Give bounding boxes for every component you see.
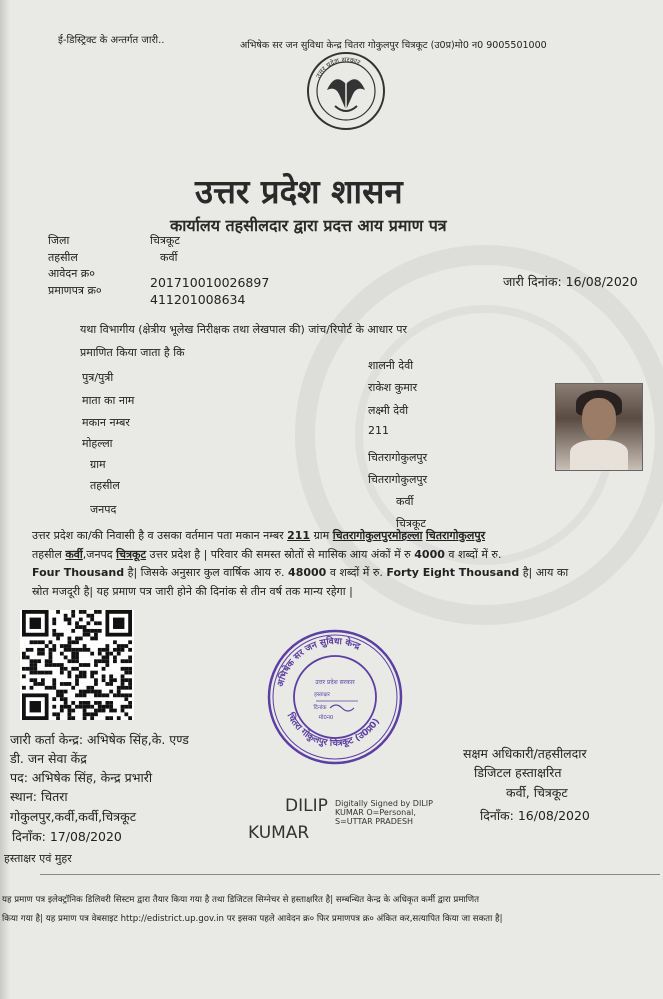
authority-line-1: सक्षम अधिकारी/तहसीलदार <box>463 746 587 761</box>
csc-line-2: डी. जन सेवा केंद्र <box>10 751 87 766</box>
csc-line-3: पद: अभिषेक सिंह, केन्द्र प्रभारी <box>10 770 153 785</box>
digital-signature-name-1: DILIP <box>285 796 328 816</box>
body-line-2: तहसील कर्वी,जनपद चित्रकूट उत्तर प्रदेश है | परिवार की समस्त स्रोतों से मासिक आय अंकों में रु 4000 व शब्दों में रु. <box>32 548 502 561</box>
body-line-3: Four Thousand है| जिसके अनुसार कुल वार्षिक आय रु. 48000 व शब्दों में रु. Forty Eight Thousand है| आय का <box>32 566 569 579</box>
field-house-label: मकान नम्बर <box>82 416 130 429</box>
field-tehsil-value: चितरागोकुलपुर <box>368 473 428 486</box>
field-mother-label: माता का नाम <box>82 394 135 407</box>
certificate-label: प्रमाणपत्र क्र० <box>48 284 102 297</box>
district-value: चित्रकूट <box>150 234 180 247</box>
field-parent-value: राकेश कुमार <box>368 381 418 394</box>
page-title: उत्तर प्रदेश शासन <box>195 172 403 211</box>
tehsil-label: तहसील <box>48 251 78 264</box>
csc-line-4: स्थान: चितरा <box>10 789 68 804</box>
qr-code[interactable] <box>20 610 134 720</box>
digital-signature-details: Digitally Signed by DILIP KUMAR O=Personal, S=UTTAR PRADESH <box>335 799 433 826</box>
field-village-value: चितरागोकुलपुर <box>368 451 428 464</box>
svg-text:उत्तर प्रदेश सरकार <box>314 56 361 80</box>
seal-center-3: दिनांक <box>313 705 327 711</box>
authority-line-4: दिनाँक: 16/08/2020 <box>480 808 590 823</box>
emblem-text: उत्तर प्रदेश सरकार <box>314 55 362 80</box>
seal-ring-bottom: चितरा गोकुलपुर चित्रकूट (उ0प्र0) <box>284 711 382 749</box>
application-number: 201710010026897 <box>150 275 270 290</box>
field-name-value: शालनी देवी <box>368 359 414 372</box>
csc-line-7: हस्ताक्षर एवं मुहर <box>4 852 72 865</box>
intro-line-1: यथा विभागीय (क्षेत्रीय भूलेख निरीक्षक तथा लेखपाल की) जांच/रिपोर्ट के आधार पर <box>80 323 407 336</box>
field-state-value: चित्रकूट <box>396 517 426 530</box>
field-house-value: 211 <box>368 424 389 437</box>
intro-line-2: प्रमाणित किया जाता है कि <box>80 346 185 359</box>
seal-ring-top: अभिषेक सर जन सुविधा केन्द्र <box>276 636 362 688</box>
header-right-note: अभिषेक सर जन सुविधा केन्द्र चितरा गोकुलपुर चित्रकूट (उ0प्र)मो0 न0 9005501000 <box>240 40 547 51</box>
application-label: आवेदन क्र० <box>48 267 95 280</box>
authority-line-2: डिजिटल हस्ताक्षरित <box>474 765 562 780</box>
footer-line-1: यह प्रमाण पत्र इलेक्ट्रॉनिक डिलिवरी सिस्टम द्वारा तैयार किया गया है तथा डिजिटल सिग्नेचर से हस्ताक्षरित है| सम्बन्धित केन्द्र के अधिकृत कर्मी द्वारा प्रमाणित <box>2 895 480 905</box>
field-mother-value: लक्ष्मी देवी <box>368 404 409 417</box>
csc-line-1: जारी कर्ता केन्द्र: अभिषेक सिंह,के. एण्ड <box>10 732 189 747</box>
field-mohalla-label: मोहल्ला <box>82 437 113 450</box>
issue-date: जारी दिनांक: 16/08/2020 <box>503 274 638 289</box>
field-village-label: ग्राम <box>90 458 106 471</box>
csc-seal-stamp <box>266 628 404 766</box>
field-district-value: कर्वी <box>396 495 414 508</box>
body-line-1: उत्तर प्रदेश का/की निवासी है व उसका वर्तमान पता मकान नम्बर 211 ग्राम चितरागोकुलपुरमोहल्ला चितरागोकुलपुर <box>32 529 486 542</box>
page-subtitle: कार्यालय तहसीलदार द्वारा प्रदत्त आय प्रमाण पत्र <box>170 216 447 235</box>
district-label: जिला <box>48 234 70 247</box>
seal-center-2: हस्ताक्षर <box>314 692 330 698</box>
state-emblem-icon <box>305 50 387 132</box>
seal-center-1: उत्तर प्रदेश सरकार <box>315 679 355 686</box>
footer-divider <box>40 874 660 875</box>
tehsil-value: कर्वी <box>160 251 178 264</box>
page-edge-shadow <box>0 0 10 999</box>
header-left-note: ई-डिस्ट्रिक्ट के अन्तर्गत जारी.. <box>58 35 165 46</box>
seal-center-4: मो0न0 <box>318 715 334 721</box>
certificate-number: 411201008634 <box>150 292 246 307</box>
footer-line-2: किया गया है| यह प्रमाण पत्र वेबसाइट http://edistrict.up.gov.in पर इसका पहले आवेदन क्र० फिर प्रमाणपत्र क्र० अंकित कर,सत्यापित किया जा सकता है| <box>2 914 503 924</box>
applicant-photo <box>555 383 643 471</box>
field-district-label: जनपद <box>90 503 117 516</box>
csc-line-5: गोकुलपुर,कर्वी,कर्वी,चित्रकूट <box>10 809 137 824</box>
body-line-4: स्रोत मजदूरी है| यह प्रमाण पत्र जारी होने की दिनांक से तीन वर्ष तक मान्य रहेगा | <box>32 585 353 598</box>
authority-line-3: कर्वी, चित्रकूट <box>506 785 568 800</box>
field-tehsil-label: तहसील <box>90 479 120 492</box>
field-parent-label: पुत्र/पुत्री <box>82 371 114 384</box>
csc-line-6: दिनाँक: 17/08/2020 <box>12 829 122 844</box>
digital-signature-name-2: KUMAR <box>248 823 310 843</box>
